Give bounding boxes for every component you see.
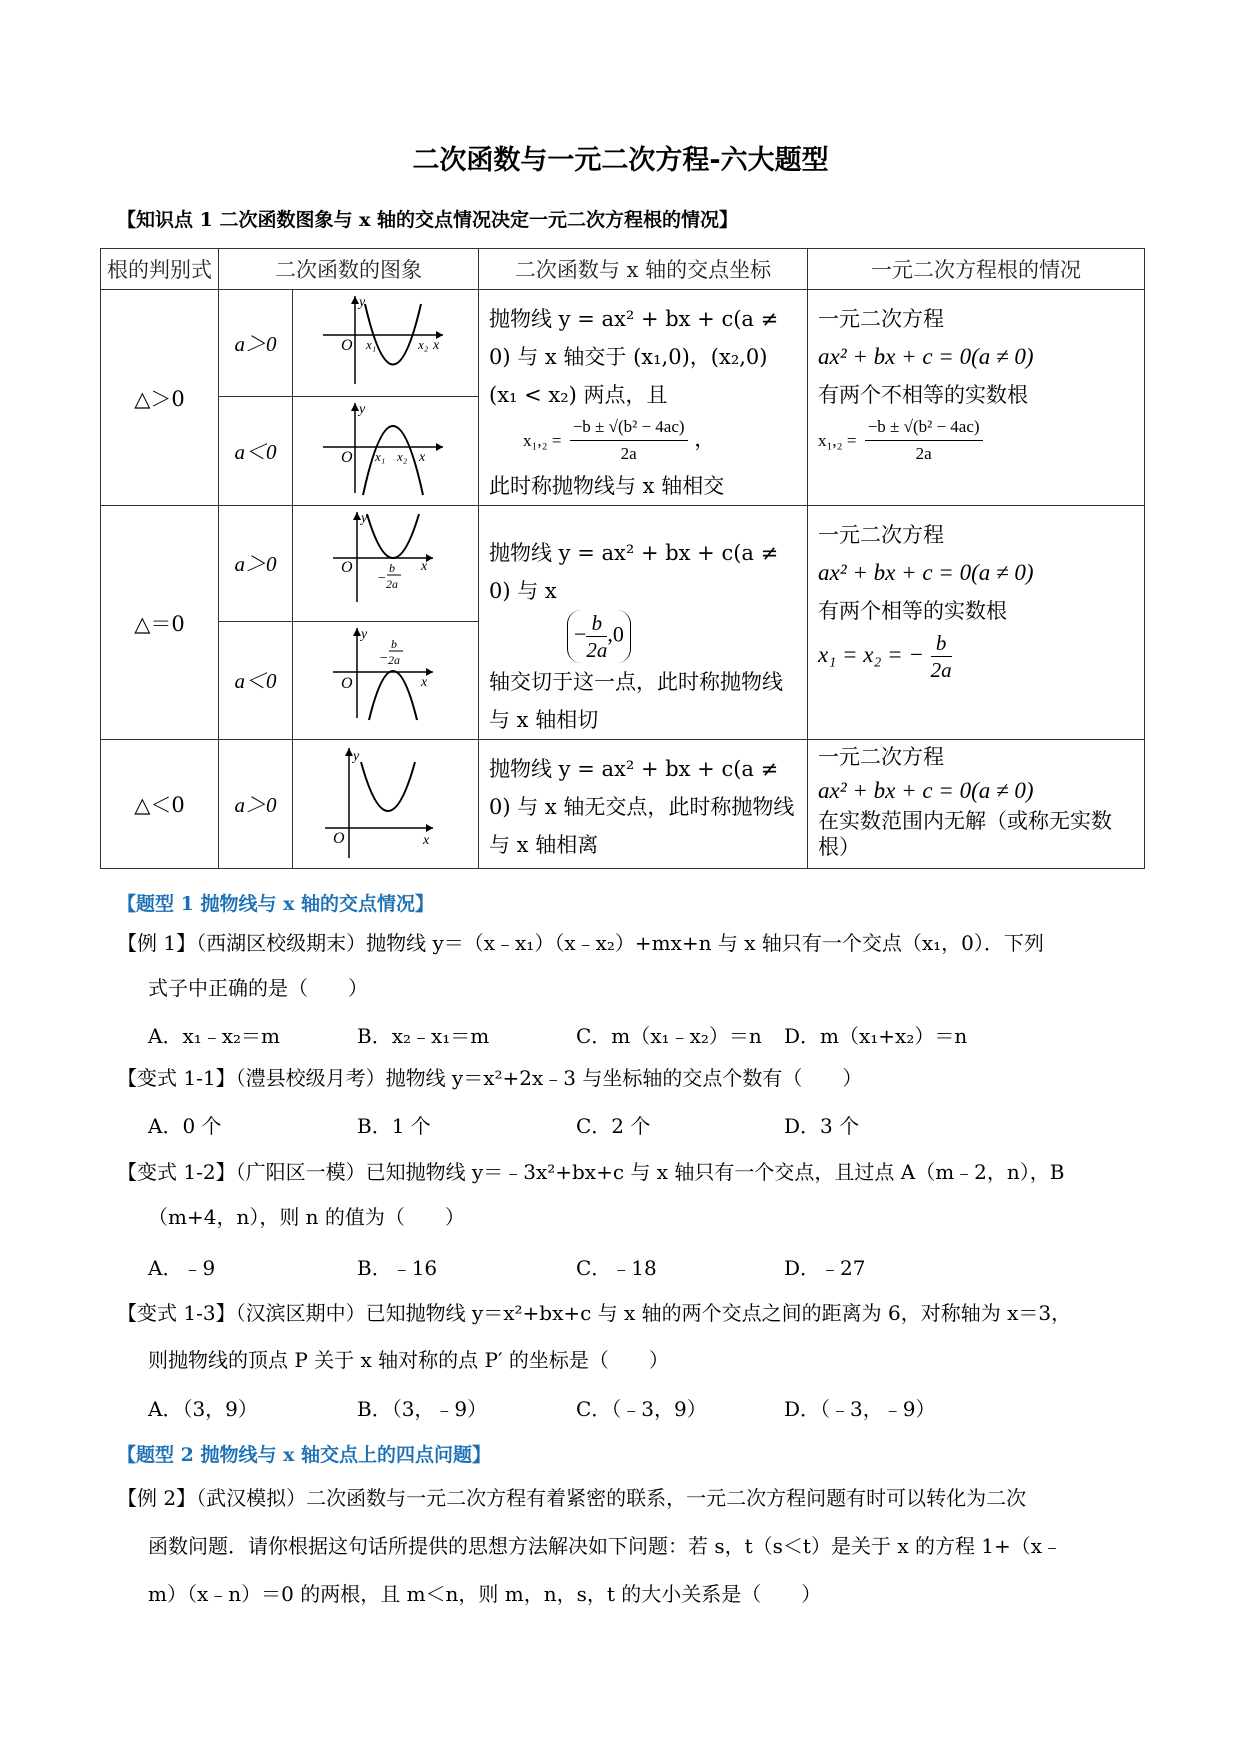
graph-x1-label: x₁: [366, 337, 377, 352]
svg-text:x: x: [421, 674, 428, 690]
graph-cell: [293, 506, 479, 622]
variant-1-2-option-b: B．﹣16: [357, 1256, 438, 1280]
variant-1-1-option-a: A．0 个: [148, 1114, 222, 1138]
graph-x2-label: x₂: [418, 337, 429, 352]
example-1-option-d: D．m（x₁+x₂）＝n: [784, 1024, 968, 1048]
svg-text:O: O: [333, 830, 345, 847]
intersection-desc-zero: 抛物线 y = ax² + bx + c(a ≠ 0) 与 x − $\frac{b}{2a}$ ,0 轴交切于这一点，此时称抛物线与 x 轴相切: [479, 506, 808, 740]
section-heading-1: 【题型 1 抛物线与 x 轴的交点情况】: [117, 893, 435, 915]
svg-text:−: −: [377, 571, 387, 586]
svg-text:b: b: [391, 636, 397, 651]
knowledge-table: [100, 248, 1145, 869]
parabola-up-tangent-graph: [293, 506, 479, 606]
page-title: 二次函数与一元二次方程-六大题型: [412, 145, 829, 176]
variant-1-3-line-2: 则抛物线的顶点 P 关于 x 轴对称的点 P′ 的坐标是（ ）: [148, 1348, 669, 1372]
example-2-line-3: m）（x﹣n）＝0 的两根，且 m＜n，则 m，n，s，t 的大小关系是（ ）: [148, 1582, 822, 1606]
header-graph: 二次函数的图象: [219, 249, 479, 290]
svg-text:y: y: [359, 401, 366, 417]
example-1-line-2: 式子中正确的是（ ）: [148, 976, 368, 1000]
graph-x-label: x: [433, 338, 440, 353]
disc-negative: △＜0: [101, 740, 219, 869]
svg-text:x: x: [421, 559, 428, 574]
variant-1-2-option-c: C．﹣18: [576, 1256, 657, 1280]
parabola-no-roots-graph: [293, 740, 479, 864]
variant-1-1-option-c: C．2 个: [576, 1114, 651, 1138]
example-1-option-a: A．x₁﹣x₂＝m: [148, 1024, 281, 1048]
example-1-option-c: C．m（x₁﹣x₂）＝n: [576, 1024, 762, 1048]
example-1-option-b: B．x₂﹣x₁＝m: [357, 1024, 490, 1048]
svg-text:x: x: [419, 449, 426, 465]
x12-formula: x₁,₂ = $\frac{\text{−b ± √(b² − 4ac)}}{2a}$: [523, 414, 688, 467]
svg-text:y: y: [361, 511, 368, 526]
variant-1-1-option-b: B．1 个: [357, 1114, 431, 1138]
header-discriminant: 根的判别式: [101, 249, 219, 290]
variant-1-1-line-1: 【变式 1-1】（澧县校级月考）抛物线 y＝x²+2x﹣3 与坐标轴的交点个数有（ ）: [117, 1066, 863, 1090]
disc-positive: △＞0: [101, 290, 219, 506]
svg-text:O: O: [341, 448, 353, 466]
variant-1-3-option-a: A．（3，9）: [148, 1397, 258, 1421]
section-heading-2: 【题型 2 抛物线与 x 轴交点上的四点问题】: [117, 1444, 492, 1466]
svg-text:x₂: x₂: [397, 448, 408, 464]
svg-text:2a: 2a: [386, 577, 398, 591]
svg-text:−: −: [379, 650, 389, 666]
svg-text:O: O: [341, 559, 353, 576]
variant-1-2-option-a: A．﹣9: [148, 1256, 216, 1280]
parabola-up-two-roots-graph: [293, 290, 479, 390]
example-2-line-1: 【例 2】（武汉模拟）二次函数与一元二次方程有着紧密的联系，一元二次方程问题有时可以转化为二次: [117, 1486, 1027, 1510]
example-1-line-1: 【例 1】（西湖区校级期末）抛物线 y＝（x﹣x₁）（x﹣x₂）+mx+n 与 x 轴只有一个交点（x₁，0）．下列: [117, 931, 1044, 955]
variant-1-3-option-b: B．（3，﹣9）: [357, 1397, 488, 1421]
svg-text:2a: 2a: [388, 652, 400, 667]
svg-text:O: O: [341, 674, 353, 692]
knowledge-point-heading: 【知识点 1 二次函数图象与 x 轴的交点情况决定一元二次方程根的情况】: [117, 209, 739, 231]
svg-text:y: y: [353, 749, 360, 764]
variant-1-2-line-1: 【变式 1-2】（广阳区一模）已知抛物线 y＝﹣3x²+bx+c 与 x 轴只有一个交点，且过点 A（m﹣2，n），B: [117, 1160, 1065, 1184]
header-roots: 一元二次方程根的情况: [808, 249, 1145, 290]
graph-cell: [293, 396, 479, 505]
roots-desc-positive: 一元二次方程 ax² + bx + c = 0(a ≠ 0) 有两个不相等的实数根 x₁,₂ = $\frac{\text{−b ± √(b² − 4ac)}}{2a}$: [808, 290, 1145, 506]
roots-x12-formula: x₁,₂ = $\frac{\text{−b ± √(b² − 4ac)}}{2a}$: [818, 414, 983, 467]
graph-cell: [293, 621, 479, 739]
roots-desc-negative: 一元二次方程 ax² + bx + c = 0(a ≠ 0) 在实数范围内无解（或称无实数根）: [808, 740, 1145, 869]
intersection-desc-negative: 抛物线 y = ax² + bx + c(a ≠ 0) 与 x 轴无交点，此时称抛物线与 x 轴相离: [479, 740, 808, 869]
disc-zero: △＝0: [101, 506, 219, 740]
desc-positive-text-2: ，: [694, 427, 716, 451]
graph-origin-label: O: [341, 337, 353, 354]
cond-a-positive: a＞0: [219, 740, 293, 869]
cond-a-positive: a＞0: [219, 290, 293, 397]
variant-1-3-line-1: 【变式 1-3】（汉滨区期中）已知抛物线 y＝x²+bx+c 与 x 轴的两个交点之间的距离为 6，对称轴为 x＝3，: [117, 1301, 1072, 1325]
tangent-point: − $\frac{b}{2a}$ ,0: [567, 610, 631, 663]
cond-a-negative: a＜0: [219, 621, 293, 739]
variant-1-2-line-2: （m+4，n），则 n 的值为（ ）: [148, 1205, 465, 1229]
cond-a-negative: a＜0: [219, 396, 293, 505]
roots-desc-zero: 一元二次方程 ax² + bx + c = 0(a ≠ 0) 有两个相等的实数根 x₁ = x₂ = − $\frac{b}{2a}$: [808, 506, 1145, 740]
graph-cell: [293, 290, 479, 397]
example-2-line-2: 函数问题．请你根据这句话所提供的思想方法解决如下问题：若 s，t（s＜t）是关于 x 的方程 1+（x﹣: [148, 1534, 1063, 1558]
parabola-down-two-roots-graph: [293, 397, 479, 499]
svg-text:x: x: [423, 833, 430, 848]
parabola-down-tangent-graph: [293, 622, 479, 724]
svg-text:x₁: x₁: [375, 448, 386, 464]
variant-1-2-option-d: D．﹣27: [784, 1256, 866, 1280]
intersection-desc-positive: [479, 290, 808, 506]
variant-1-1-option-d: D．3 个: [784, 1114, 860, 1138]
graph-cell: [293, 740, 479, 869]
svg-text:y: y: [361, 626, 368, 642]
variant-1-3-option-c: C．（﹣3，9）: [576, 1397, 707, 1421]
variant-1-3-option-d: D．（﹣3，﹣9）: [784, 1397, 936, 1421]
svg-text:b: b: [389, 561, 395, 575]
graph-y-label: y: [359, 295, 366, 310]
desc-positive-text-1: 抛物线 y = ax² + bx + c(a ≠ 0) 与 x 轴交于 (x₁,0)，(x₂,0) (x₁ < x₂) 两点，且: [489, 307, 779, 407]
cond-a-positive: a＞0: [219, 506, 293, 622]
desc-positive-text-3: 此时称抛物线与 x 轴相交: [489, 474, 725, 498]
header-intersection: 二次函数与 x 轴的交点坐标: [479, 249, 808, 290]
